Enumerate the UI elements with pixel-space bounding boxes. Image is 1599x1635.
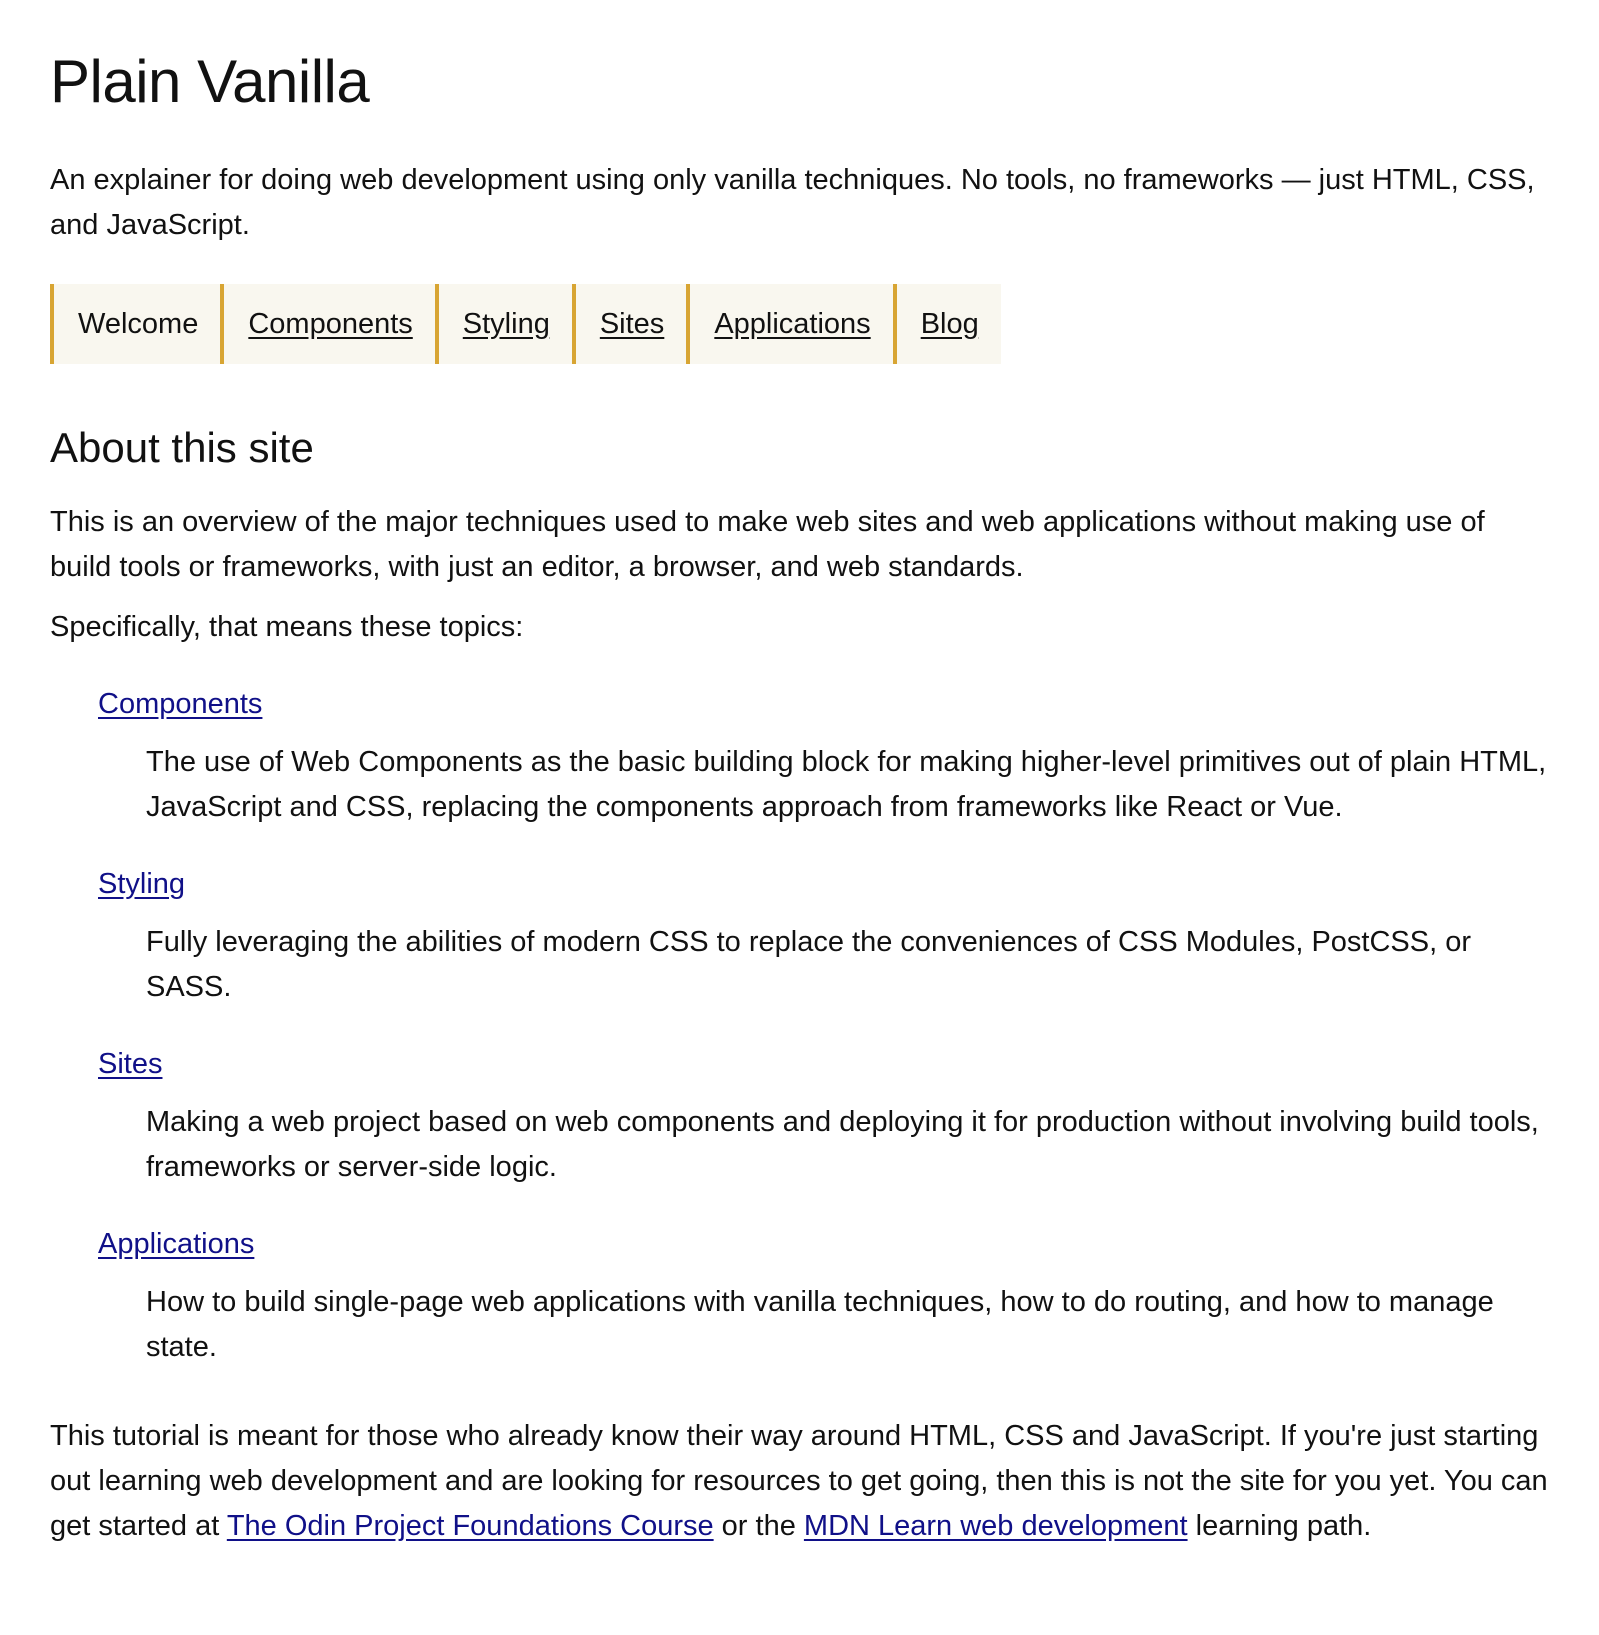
outro-text-after: learning path. (1187, 1510, 1372, 1542)
outro-paragraph (50, 1414, 1549, 1549)
topics-lead: Specifically, that means these topics: (50, 611, 524, 643)
outro-text-before: This tutorial is meant for those who already know their way around HTML, CSS and JavaScript. If you're just starting out learning web development and are looking for resources to get going, then this is not the site for you yet. You can get started at (50, 1420, 1548, 1542)
odin-project-link[interactable]: The Odin Project Foundations Course (226, 1510, 714, 1542)
topics-list (50, 682, 1549, 1402)
topic-term (98, 682, 1549, 727)
nav-item-blog[interactable]: Blog (893, 284, 1001, 364)
topic-description: Making a web project based on web components and deploying it for production without involving build tools, frameworks or server-side logic. (146, 1106, 1539, 1183)
main-nav (50, 284, 1549, 364)
nav-item-sites[interactable]: Sites (572, 284, 686, 364)
mdn-learn-link[interactable]: MDN Learn web development (803, 1510, 1188, 1542)
topic-link-styling[interactable]: Styling (98, 868, 186, 900)
topic-description: How to build single-page web applications with vanilla techniques, how to do routing, and how to manage state. (146, 1286, 1494, 1363)
topic-term (98, 1042, 1549, 1087)
topic-term (98, 862, 1549, 907)
nav-item-components[interactable]: Components (220, 284, 434, 364)
outro-text-middle: or the (713, 1510, 804, 1542)
tagline: An explainer for doing web development using only vanilla techniques. No tools, no frameworks — just HTML, CSS, and JavaScript. (50, 164, 1535, 241)
nav-item-applications[interactable]: Applications (686, 284, 892, 364)
nav-item-styling[interactable]: Styling (435, 284, 572, 364)
topic-link-components[interactable]: Components (98, 688, 263, 720)
topic-term (98, 1222, 1549, 1267)
page-title: Plain Vanilla (50, 48, 370, 115)
topic-description: The use of Web Components as the basic building block for making higher-level primitives out of plain HTML, JavaScript and CSS, replacing the components approach from frameworks like React or Vue. (146, 746, 1547, 823)
intro-paragraph: This is an overview of the major techniques used to make web sites and web applications without making use of build tools or frameworks, with just an editor, a browser, and web standards. (50, 506, 1485, 583)
section-heading: About this site (50, 424, 314, 471)
topic-link-sites[interactable]: Sites (98, 1048, 163, 1080)
nav-item-welcome[interactable]: Welcome (50, 284, 220, 364)
topic-link-applications[interactable]: Applications (98, 1228, 255, 1260)
topic-description: Fully leveraging the abilities of modern CSS to replace the conveniences of CSS Modules, PostCSS, or SASS. (146, 926, 1472, 1003)
